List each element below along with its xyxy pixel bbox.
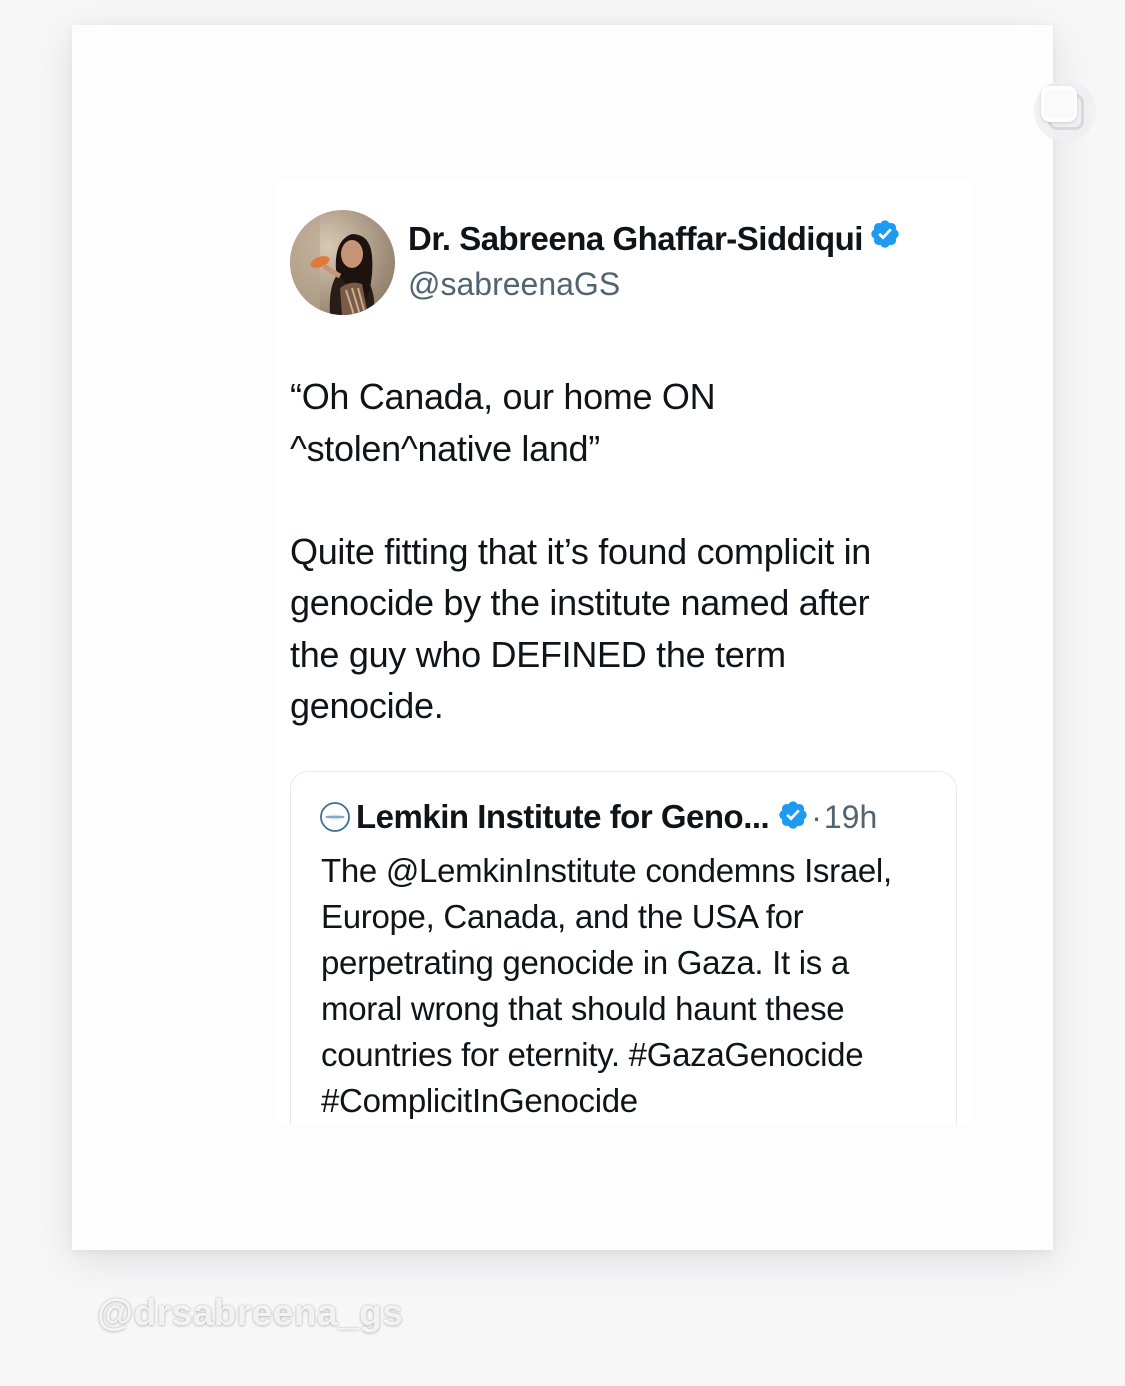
author-handle[interactable]: @sabreenaGS [408, 266, 621, 302]
tweet-screenshot [277, 180, 972, 1125]
author-avatar [290, 210, 395, 315]
tweet-text-line: ^stolen^native land” [290, 427, 600, 469]
author-name-text: Dr. Sabreena Ghaffar-Siddiqui [408, 220, 863, 257]
quoted-author-avatar [320, 802, 350, 832]
tweet-text [290, 371, 960, 732]
verified-badge-icon [777, 799, 809, 836]
quoted-text-line: moral wrong that should haunt these [321, 990, 845, 1027]
quoted-tweet-text [321, 848, 946, 1124]
tweet-text-line: Quite fitting that it’s found complicit in [290, 530, 872, 572]
tweet-text-line: genocide by the institute named after [290, 582, 870, 623]
post-card [72, 25, 1053, 1250]
quoted-text-line: countries for eternity. #GazaGenocide [321, 1036, 864, 1073]
author-name[interactable] [408, 220, 901, 261]
quoted-text-line: #ComplicitInGenocide [321, 1082, 638, 1119]
tweet-text-line: the guy who DEFINED the term [290, 633, 786, 675]
quoted-separator: · [811, 798, 822, 835]
quoted-text-line: The @LemkinInstitute condemns Israel, [321, 852, 892, 889]
username-watermark: @drsabreena_gs [97, 1292, 404, 1333]
verified-badge-icon [869, 218, 901, 258]
quoted-author-name[interactable]: Lemkin Institute for Geno... [356, 798, 770, 835]
quoted-tweet[interactable] [290, 771, 957, 1125]
quoted-timestamp[interactable]: 19h [823, 798, 878, 835]
quoted-text-line: perpetrating genocide in Gaza. It is a [321, 944, 849, 981]
quoted-text-line: Europe, Canada, and the USA for [321, 898, 804, 935]
quoted-tweet-header [320, 798, 877, 836]
tweet-text-line: genocide. [290, 685, 444, 726]
multiple-images-icon[interactable] [1034, 80, 1096, 142]
tweet-text-line: “Oh Canada, our home ON [290, 376, 716, 417]
